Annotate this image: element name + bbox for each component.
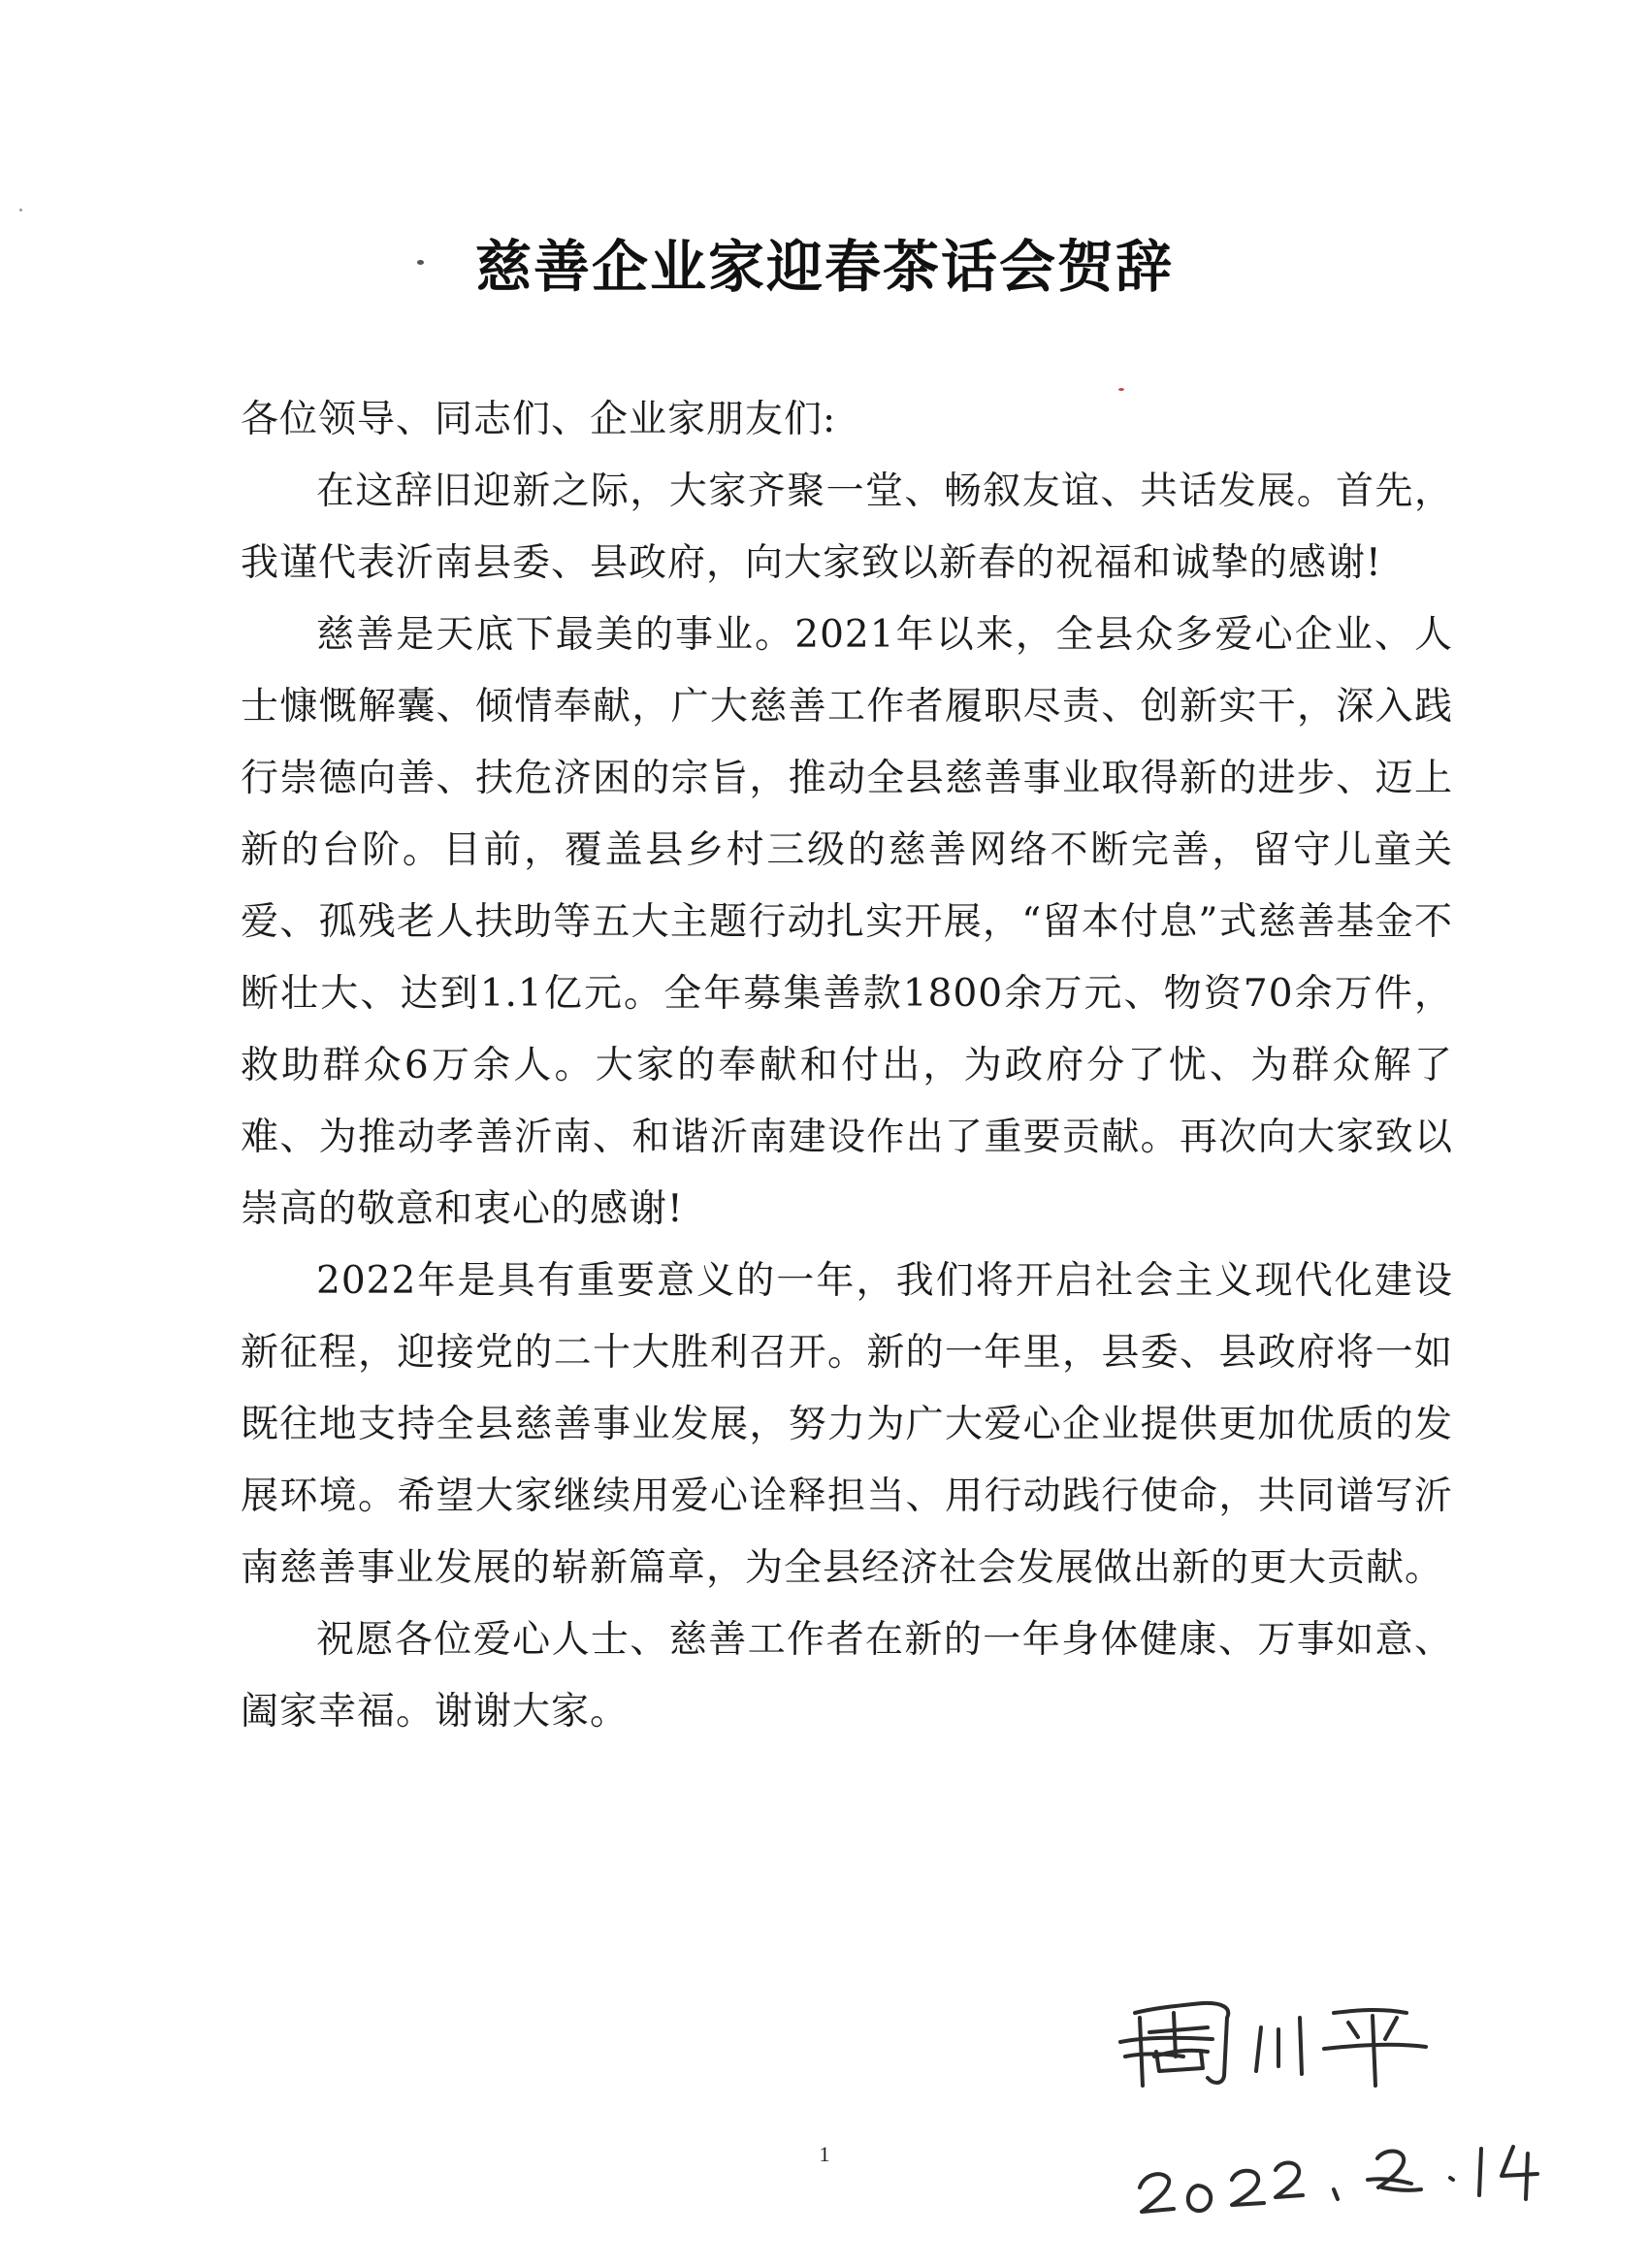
document-title: 慈善企业家迎春茶话会贺辞 xyxy=(474,234,1174,300)
page-number: 1 xyxy=(819,2142,830,2166)
paragraph-3: 2022年是具有重要意义的一年，我们将开启社会主义现代化建设新征程，迎接党的二十大胜利召开。新的一年里，县委、县政府将一如既往地支持全县慈善事业发展，努力为广大爱心企业提供更加优质的发展环境。希望大家继续用爱心诠释担当、用行动践行使命，共同谱写沂南慈善事业发展的崭新篇章，为全县经济社会发展做出新的更大贡献。 xyxy=(241,1259,1453,1590)
paragraph-2: 慈善是天底下最美的事业。2021年以来，全县众多爱心企业、人士慷慨解囊、倾情奉献，广大慈善工作者履职尽责、创新实干，深入践行崇德向善、扶危济困的宗旨，推动全县慈善事业取得新的进步、迈上新的台阶。目前，覆盖县乡村三级的慈善网络不断完善，留守儿童关爱、孤残老人扶助等五大主题行动扎实开展，“留本付息”式慈善基金不断壮大、达到1.1亿元。全年募集善款1800余万元、物资70余万件，救助群众6万余人。大家的奉献和付出，为政府分了忧、为群众解了难、为推动孝善沂南、和谐沂南建设作出了重要贡献。再次向大家致以崇高的敬意和衷心的感谢! xyxy=(241,613,1453,1231)
handwritten-signature xyxy=(1116,1960,1445,2105)
scan-speck xyxy=(1118,388,1124,391)
handwritten-date xyxy=(1130,2120,1596,2226)
paragraph-4: 祝愿各位爱心人士、慈善工作者在新的一年身体健康、万事如意、阖家幸福。谢谢大家。 xyxy=(241,1618,1453,1733)
scan-speck xyxy=(19,209,22,211)
document-body xyxy=(241,384,1453,1748)
paragraph-1: 在这辞旧迎新之际，大家齐聚一堂、畅叙友谊、共话发展。首先，我谨代表沂南县委、县政府，向大家致以新春的祝福和诚挚的感谢! xyxy=(241,470,1453,585)
salutation: 各位领导、同志们、企业家朋友们: xyxy=(241,398,837,441)
scan-speck xyxy=(417,260,424,265)
